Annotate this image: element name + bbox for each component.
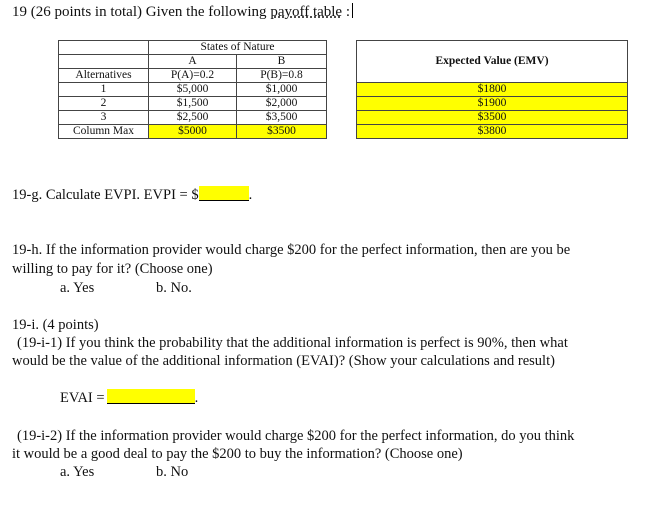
b-cell: $1,000 <box>237 83 327 97</box>
column-max-row <box>59 125 628 139</box>
states-header: States of Nature <box>149 41 327 55</box>
col-b-header: B <box>237 55 327 69</box>
table-row <box>59 83 628 97</box>
question-19h-line1: 19-h. If the information provider would charge $200 for the perfect information, then are you be <box>12 242 571 258</box>
question-19i-head: 19-i. (4 points) <box>12 317 99 333</box>
alt-cell: 2 <box>59 97 149 111</box>
evpi-answer-field[interactable] <box>199 186 249 201</box>
prob-b: P(B)=0.8 <box>237 69 327 83</box>
alternatives-label: Alternatives <box>59 69 149 83</box>
payoff-table <box>58 40 628 139</box>
emv-cell: $1800 <box>357 83 628 97</box>
emv-cell: $1900 <box>357 97 628 111</box>
question-title: 19 (26 points in total) Given the following payoff table : <box>12 3 353 21</box>
b-cell: $2,000 <box>237 97 327 111</box>
question-19i1-line2: would be the value of the additional information (EVAI)? (Show your calculations and result) <box>12 353 555 369</box>
table-row <box>59 111 628 125</box>
option-19i2-yes[interactable]: a. Yes <box>60 464 95 480</box>
question-19h-line2: willing to pay for it? (Choose one) <box>12 261 213 277</box>
alt-cell: 3 <box>59 111 149 125</box>
evai-answer-field[interactable] <box>107 389 195 404</box>
question-19i1-line1: (19-i-1) If you think the probability that the additional information is perfect is 90%, then what <box>17 335 568 351</box>
a-cell: $5,000 <box>149 83 237 97</box>
a-cell: $2,500 <box>149 111 237 125</box>
table-row <box>59 97 628 111</box>
option-19h-yes[interactable]: a. Yes <box>60 280 95 296</box>
max-b-cell: $3500 <box>237 125 327 139</box>
text-cursor <box>352 3 353 18</box>
question-19i2-line1: (19-i-2) If the information provider would charge $200 for the perfect information, do you think <box>17 428 575 444</box>
question-19g: 19-g. Calculate EVPI. EVPI = $ . <box>12 187 253 203</box>
max-emv-cell: $3800 <box>357 125 628 139</box>
emv-header: Expected Value (EMV) <box>357 41 628 83</box>
option-19h-no[interactable]: b. No. <box>156 280 192 296</box>
option-19i2-no[interactable]: b. No <box>156 464 189 480</box>
a-cell: $1,500 <box>149 97 237 111</box>
column-max-label: Column Max <box>59 125 149 139</box>
payoff-table-link[interactable]: payoff table <box>270 4 343 20</box>
max-a-cell: $5000 <box>149 125 237 139</box>
b-cell: $3,500 <box>237 111 327 125</box>
col-a-header: A <box>149 55 237 69</box>
prob-a: P(A)=0.2 <box>149 69 237 83</box>
alt-cell: 1 <box>59 83 149 97</box>
evai-line: EVAI = . <box>60 390 199 406</box>
question-19i2-line2: it would be a good deal to pay the $200 to buy the information? (Choose one) <box>12 446 463 462</box>
emv-cell: $3500 <box>357 111 628 125</box>
